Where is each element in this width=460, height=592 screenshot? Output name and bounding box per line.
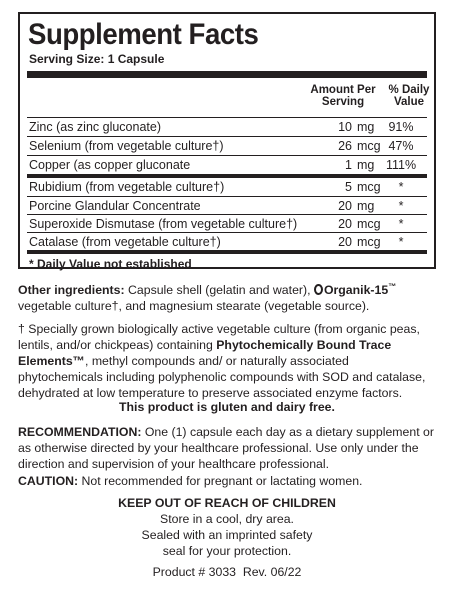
nutrient-unit: mg [357,199,375,213]
nutrient-daily-value: 47% [388,139,414,153]
nutrient-row [29,156,427,174]
nutrient-row [29,178,427,196]
nutrient-name: Porcine Glandular Concentrate [29,199,201,213]
nutrient-unit: mcg [357,180,381,194]
storage-block [18,495,436,559]
nutrient-amount: 20 [338,235,352,249]
nutrient-unit: mg [357,158,375,172]
other-ingredients-text-a: Capsule shell (gelatin and water), [124,283,314,298]
nutrient-unit: mcg [357,217,381,231]
culture-text-b: , methyl compounds and/ or naturally associated phytochemicals including polyphenolic compounds with SOD and catalase, dehydrated at low temperature to preserve associated enzyme factors. [18,354,426,400]
supplement-facts-panel [18,12,436,269]
storage-heading: KEEP OUT OF REACH OF CHILDREN [118,496,336,510]
nutrient-row [29,137,427,155]
serving-size: Serving Size: 1 Capsule [29,52,165,66]
nutrient-row [29,197,427,215]
caution [18,473,436,489]
recommendation [18,424,436,472]
facts-title: Supplement Facts [28,18,259,51]
nutrient-row [29,118,427,136]
nutrient-amount: 5 [345,180,352,194]
nutrient-name: Superoxide Dismutase (from vegetable culture†) [29,217,298,231]
culture-footnote [18,321,436,401]
column-header-amount: Amount Per Serving [310,84,376,108]
nutrient-amount: 20 [338,217,352,231]
daily-value-footnote: * Daily Value not established [29,257,192,271]
nutrient-daily-value: * [398,235,404,249]
nutrient-amount: 10 [338,120,352,134]
culture-text-a: † Specially grown biologically active vegetable culture (from organic peas, lentils, and/or chickpeas) containing [18,322,420,352]
nutrient-daily-value: * [398,217,404,231]
nutrient-amount: 20 [338,199,352,213]
nutrient-amount: 26 [338,139,352,153]
recommendation-label: RECOMMENDATION: [18,425,142,439]
column-header-daily-value: % Daily Value [388,84,430,108]
storage-line: Store in a cool, dry area. [160,512,294,526]
trademark-symbol: ™ [388,282,397,291]
brand-name: Organik-15 [323,283,389,298]
nutrient-unit: mcg [357,139,381,153]
thick-divider [27,71,427,78]
nutrient-amount: 1 [345,158,352,172]
nutrient-row [29,215,427,233]
nutrient-daily-value: * [398,180,404,194]
nutrient-daily-value: 91% [388,120,414,134]
product-code: Product # 3033 Rev. 06/22 [152,565,302,579]
nutrient-name: Zinc (as zinc gluconate) [29,120,162,134]
caution-label: CAUTION: [18,474,79,488]
nutrient-daily-value: * [398,199,404,213]
nutrient-name: Copper (as copper gluconate [29,158,191,172]
other-ingredients-label: Other ingredients: [18,283,125,298]
storage-line: seal for your protection. [162,544,292,558]
nutrient-row [29,233,427,251]
other-ingredients [18,279,436,314]
nutrient-name: Selenium (from vegetable culture†) [29,139,224,153]
nutrient-name: Catalase (from vegetable culture†) [29,235,221,249]
caution-text: Not recommended for pregnant or lactating women. [78,474,363,488]
recommendation-text: One (1) capsule each day as a dietary supplement or as otherwise directed by your healthcare professional. Use only under the direction and supervision of your healthcare professional. [18,425,434,471]
nutrient-name: Rubidium (from vegetable culture†) [29,180,225,194]
gluten-free-statement: This product is gluten and dairy free. [119,400,335,414]
bottom-divider [27,250,427,254]
culture-text-bold: Phytochemically Bound Trace Elements™ [18,338,392,368]
other-ingredients-text-b: vegetable culture†, and magnesium stearate (vegetable source). [18,299,370,314]
nutrient-daily-value: 111% [385,158,417,172]
brand-logo-icon [314,284,323,295]
nutrient-unit: mcg [357,235,381,249]
nutrient-unit: mg [357,120,375,134]
storage-line: Sealed with an imprinted safety [141,528,313,542]
